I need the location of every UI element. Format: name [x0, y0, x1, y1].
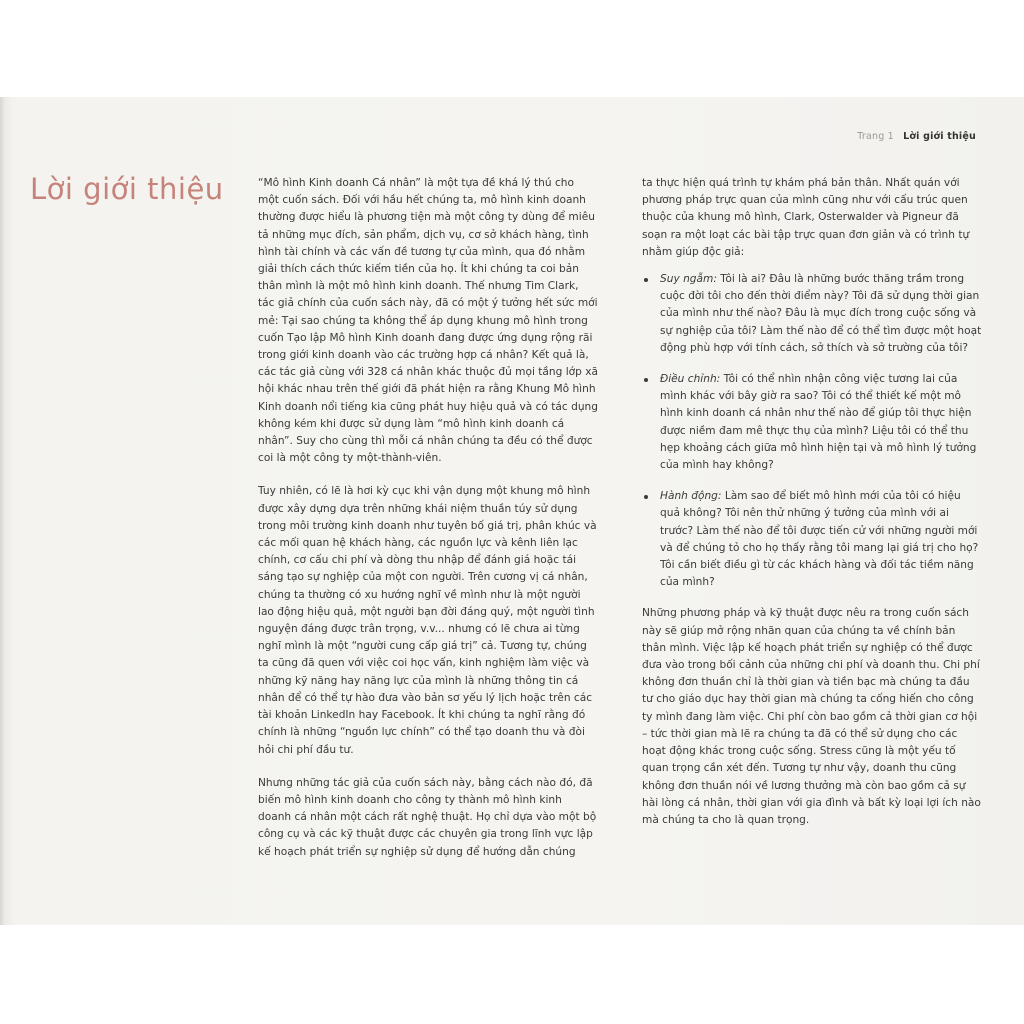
running-head-section-title: Lời giới thiệu — [903, 131, 976, 142]
bullet-item — [642, 271, 982, 357]
book-page — [0, 97, 1024, 925]
bullet-item — [642, 371, 982, 474]
text-column-right — [642, 175, 982, 845]
bullet-term: Suy ngẫm: — [660, 273, 717, 286]
paragraph: Tuy nhiên, có lẽ là hơi kỳ cục khi vận dụng một khung mô hình được xây dựng dựa trên những khái niệm thuần túy sử dụng trong môi trường kinh doanh như tuyên bố giá trị, phân khúc và các mối quan hệ khách hàng, các nguồn lực và kênh liên lạc chính, cơ cấu chi phí và dòng thu nhập để đánh giá hoặc tái sáng tạo sự nghiệp của một con người. Trên cương vị cá nhân, chúng ta thường có xu hướng nghĩ về mình như là một người lao động hiệu quả, một người bạn đời đáng quý, một người tình nguyện đáng được trân trọng, v.v... nhưng có lẽ chưa ai từng nghĩ mình là một “người cung cấp giá trị” cả. Tương tự, chúng ta cũng đã quen với việc coi học vấn, kinh nghiệm làm việc và những kỹ năng hay năng lực của mình là những thông tin cá nhân để có thể tự hào đưa vào bản sơ yếu lý lịch hoặc trên các tài khoản LinkedIn hay Facebook. Ít khi chúng ta nghĩ rằng đó chính là những “nguồn lực chính” có thể tạo doanh thu và đòi hỏi chi phí đầu tư. — [258, 485, 597, 756]
paragraph: Nhưng những tác giả của cuốn sách này, bằng cách nào đó, đã biến mô hình kinh doanh cho công ty thành mô hình kinh doanh cá nhân một cách rất nghệ thuật. Họ chỉ dựa vào một bộ công cụ và các kỹ thuật được các chuyên gia trong lĩnh vực lập kế hoạch phát triển sự nghiệp sử dụng để hướng dẫn chúng — [258, 776, 597, 858]
running-head-page-label: Trang 1 — [857, 131, 894, 142]
text-column-middle — [258, 175, 598, 877]
bullet-text: Tôi là ai? Đâu là những bước thăng trầm trong cuộc đời tôi cho đến thời điểm này? Tôi đã sử dụng thời gian của mình như thế nào? Đâu là mục đích trong cuộc sống và sự nghiệp của tôi? Làm thế nào để có thể tìm được một hoạt động phù hợp với tính cách, sở thích và sở trường của tôi? — [660, 273, 982, 354]
paragraph: “Mô hình Kinh doanh Cá nhân” là một tựa đề khá lý thú cho một cuốn sách. Đối với hầu hết chúng ta, mô hình kinh doanh thường được hiểu là phương tiện mà một công ty dùng để miêu tả những mục đích, sản phẩm, dịch vụ, cơ sở khách hàng, tình hình tài chính và các vấn đề tương tự của mình, qua đó nhằm giải thích cách thức kiếm tiền của họ. Ít khi chúng ta coi bản thân mình là một mô hình kinh doanh. Thế nhưng Tim Clark, tác giả chính của cuốn sách này, đã có một ý tưởng hết sức mới mẻ: Tại sao chúng ta không thể áp dụng khung mô hình trong cuốn Tạo lập Mô hình Kinh doanh đang được ứng dụng rộng rãi trong giới kinh doanh vào các trường hợp cá nhân? Kết quả là, các tác giả cùng với 328 cá nhân khác thuộc đủ mọi tầng lớp xã hội khác nhau trên thế giới đã phát hiện ra rằng Khung Mô hình Kinh doanh nổi tiếng kia cũng phát huy hiệu quả và có tác dụng không kém khi được sử dụng làm “mô hình kinh doanh cá nhân”. Suy cho cùng thì mỗi cá nhân chúng ta đều có thể được coi là một công ty một-thành-viên. — [258, 177, 598, 465]
bullet-list — [642, 271, 982, 591]
bullet-text: Tôi có thể nhìn nhận công việc tương lai của mình khác với bây giờ ra sao? Tôi có thể thiết kế một mô hình kinh doanh cá nhân như thế nào để giúp tôi thực hiện được niềm đam mê thực thụ của mình? Liệu tôi có thể thu hẹp khoảng cách giữa mô hình hiện tại và mô hình lý tưởng của mình hay không? — [660, 373, 977, 472]
bullet-term: Điều chỉnh: — [660, 373, 721, 386]
bullet-text: Làm sao để biết mô hình mới của tôi có hiệu quả không? Tôi nên thử những ý tưởng của mình với ai trước? Làm thế nào để tôi được tiến cử với những người mới và để chúng tỏ cho họ thấy rằng tôi mang lại giá trị cho họ? Tôi cần biết điều gì từ các khách hàng và đối tác tiềm năng của mình? — [660, 490, 979, 589]
paragraph: ta thực hiện quá trình tự khám phá bản thân. Nhất quán với phương pháp trực quan của mình cũng như với cấu trúc quen thuộc của khung mô hình, Clark, Osterwalder và Pigneur đã soạn ra một loạt các bài tập trực quan đơn giản và có trình tự nhằm giúp độc giả: — [642, 177, 970, 258]
bullet-term: Hành động: — [660, 490, 722, 503]
bullet-item — [642, 488, 982, 591]
chapter-title: Lời giới thiệu — [30, 172, 224, 206]
paragraph: Những phương pháp và kỹ thuật được nêu ra trong cuốn sách này sẽ giúp mở rộng nhãn quan của chúng ta về chính bản thân mình. Việc lập kế hoạch phát triển sự nghiệp có thể được đưa vào trong bối cảnh của những chi phí và doanh thu. Chi phí không đơn thuần chỉ là thời gian và tiền bạc mà chúng ta đầu tư cho giáo dục hay thời gian mà chúng ta cống hiến cho công ty mình đang làm việc. Chi phí còn bao gồm cả thời gian cơ hội – tức thời gian mà lẽ ra chúng ta đã có thể sử dụng cho các hoạt động khác trong cuộc sống. Stress cũng là một yếu tố quan trọng cần xét đến. Tương tự như vậy, doanh thu cũng không đơn thuần nói về lương thưởng mà còn bao gồm cả sự hài lòng cá nhân, thời gian với gia đình và bất kỳ loại lợi ích nào mà chúng ta cho là quan trọng. — [642, 607, 981, 826]
running-head — [857, 131, 976, 142]
